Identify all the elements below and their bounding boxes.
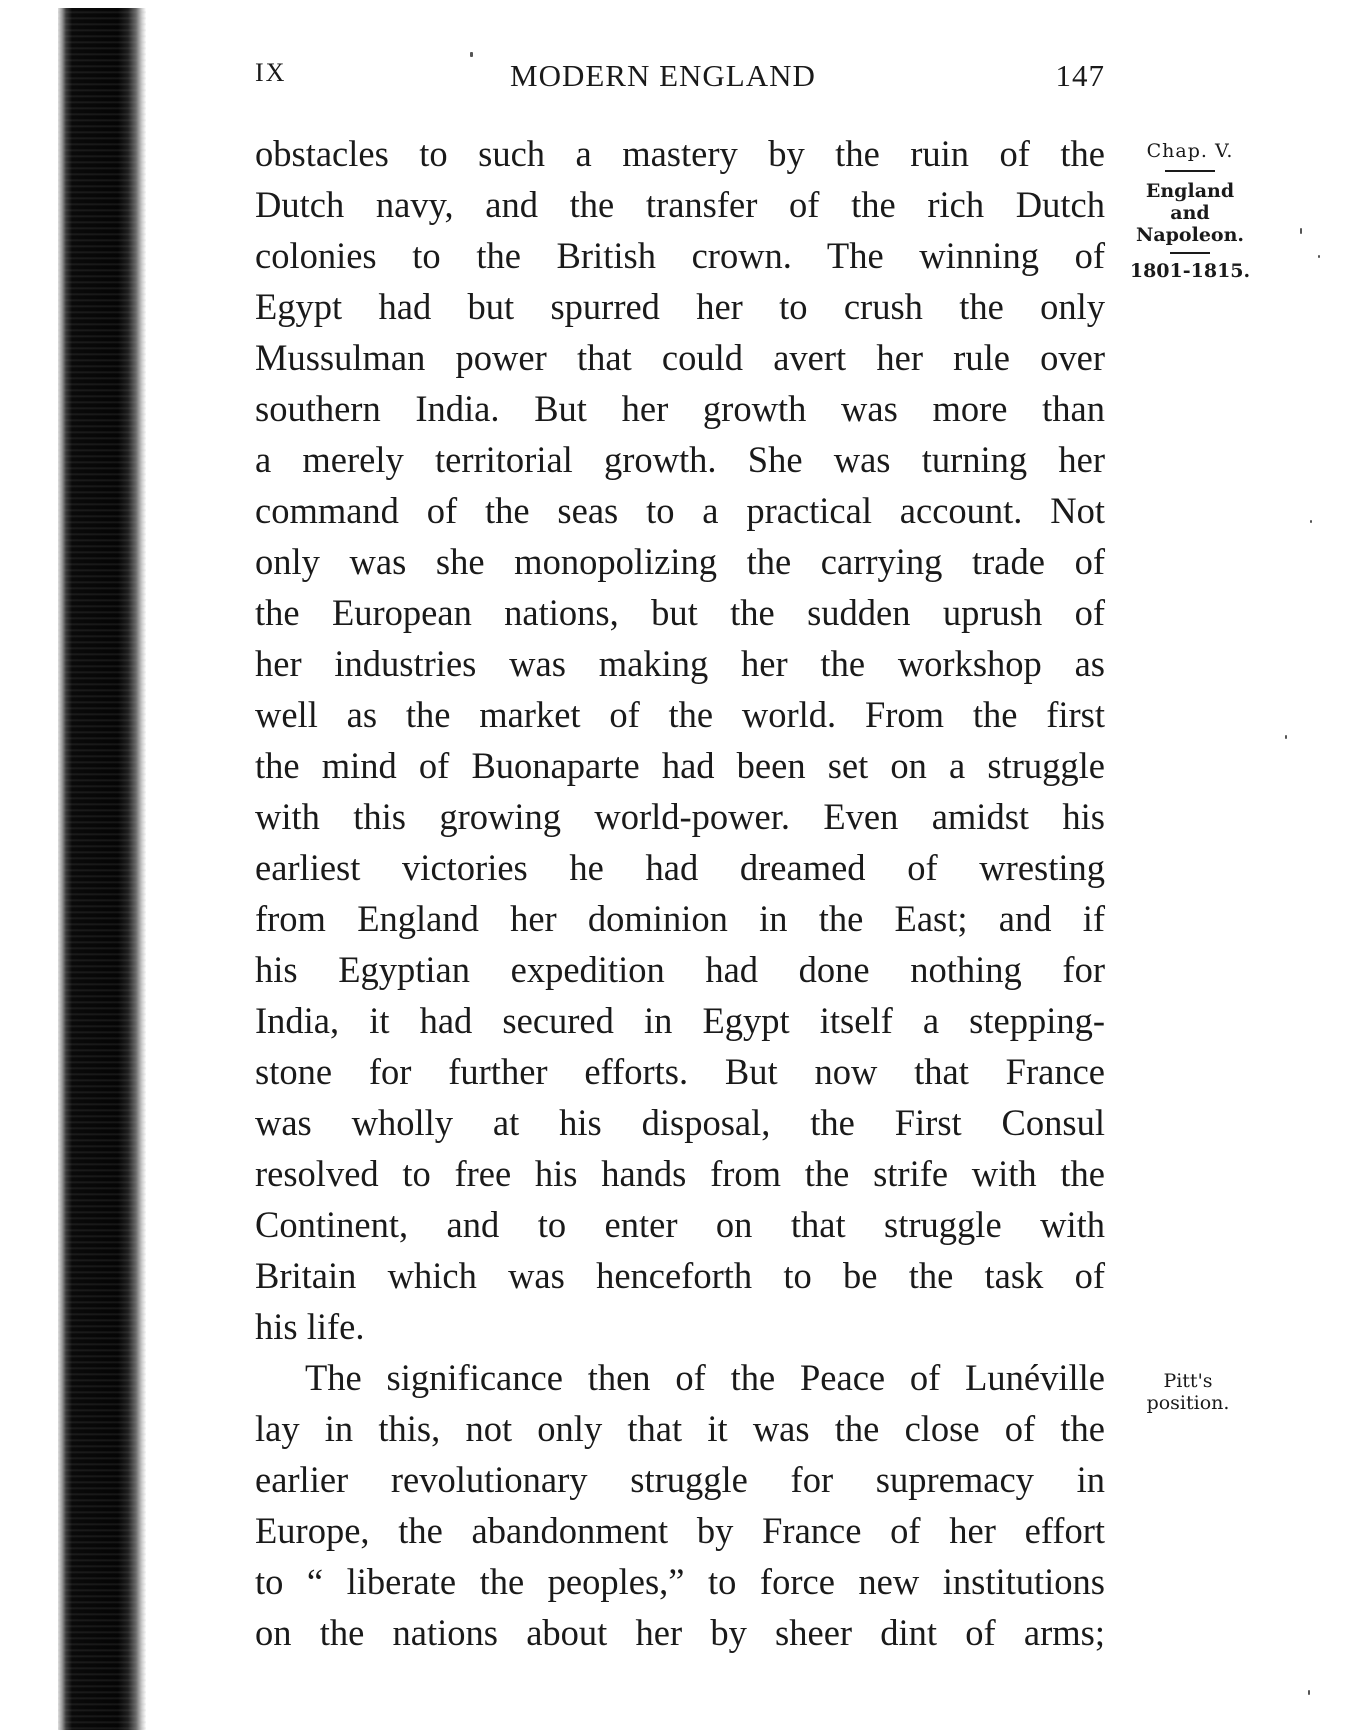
margin-note-line: position. — [1146, 1392, 1230, 1414]
margin-rule — [1165, 170, 1215, 172]
text-line: lay in this, not only that it was the close of the — [255, 1408, 1105, 1449]
text-line: earliest victories he had dreamed of wresting — [255, 847, 1105, 888]
page-number: 147 — [1055, 58, 1105, 93]
text-line: to “ liberate the peoples,” to force new institutions — [255, 1561, 1105, 1602]
margin-topic-line: Napoleon. — [1135, 224, 1245, 246]
text-line: Britain which was henceforth to be the task of — [255, 1255, 1105, 1296]
text-line: earlier revolutionary struggle for supremacy in — [255, 1459, 1105, 1500]
text-line: command of the seas to a practical account. Not — [255, 490, 1105, 531]
scan-speck — [1310, 520, 1312, 523]
scan-speck — [1308, 1690, 1310, 1695]
text-line: well as the market of the world. From the first — [255, 694, 1105, 735]
margin-note-pitt — [1128, 1370, 1248, 1414]
text-line: India, it had secured in Egypt itself a stepping- — [255, 1000, 1105, 1041]
body-text — [255, 128, 1105, 1658]
text-line: with this growing world-power. Even amidst his — [255, 796, 1105, 837]
text-line: a merely territorial growth. She was turning her — [255, 439, 1105, 480]
text-line: his Egyptian expedition had done nothing for — [255, 949, 1105, 990]
margin-chapter-label: Chap. V. — [1146, 140, 1234, 162]
chapter-number: IX — [255, 58, 287, 87]
margin-dates: 1801-1815. — [1129, 260, 1251, 282]
text-line: was wholly at his disposal, the First Consul — [255, 1102, 1105, 1143]
text-line: Europe, the abandonment by France of her effort — [255, 1510, 1105, 1551]
margin-note-chapter — [1125, 140, 1255, 282]
text-line: on the nations about her by sheer dint of arms; — [255, 1612, 1105, 1653]
text-line: stone for further efforts. But now that France — [255, 1051, 1105, 1092]
scan-speck — [1318, 255, 1320, 258]
text-line: from England her dominion in the East; and if — [255, 898, 1105, 939]
text-line: Continent, and to enter on that struggle with — [255, 1204, 1105, 1245]
margin-topic-line: England — [1145, 180, 1235, 202]
scan-speck — [1285, 735, 1287, 739]
text-line: southern India. But her growth was more than — [255, 388, 1105, 429]
text-line: Dutch navy, and the transfer of the rich Dutch — [255, 184, 1105, 225]
text-line: only was she monopolizing the carrying trade of — [255, 541, 1105, 582]
text-line: the mind of Buonaparte had been set on a struggle — [255, 745, 1105, 786]
text-line: Mussulman power that could avert her rule over — [255, 337, 1105, 378]
margin-note-line: Pitt's — [1163, 1370, 1213, 1392]
scan-speck — [470, 52, 473, 57]
text-line: his life. — [255, 1306, 365, 1347]
paragraph — [255, 1352, 1105, 1658]
text-line: her industries was making her the workshop as — [255, 643, 1105, 684]
paragraph — [255, 128, 1105, 1352]
book-binding-shadow — [58, 8, 146, 1730]
text-line: obstacles to such a mastery by the ruin of the — [255, 133, 1105, 174]
running-title: MODERN ENGLAND — [510, 58, 816, 93]
scan-speck — [1300, 228, 1302, 234]
margin-rule — [1170, 252, 1210, 254]
page-header — [255, 58, 1105, 98]
text-line: The significance then of the Peace of Lunéville — [305, 1357, 1105, 1398]
margin-topic-line: and — [1170, 202, 1210, 224]
text-line: colonies to the British crown. The winning of — [255, 235, 1105, 276]
text-line: resolved to free his hands from the strife with the — [255, 1153, 1105, 1194]
text-line: the European nations, but the sudden uprush of — [255, 592, 1105, 633]
text-line: Egypt had but spurred her to crush the only — [255, 286, 1105, 327]
